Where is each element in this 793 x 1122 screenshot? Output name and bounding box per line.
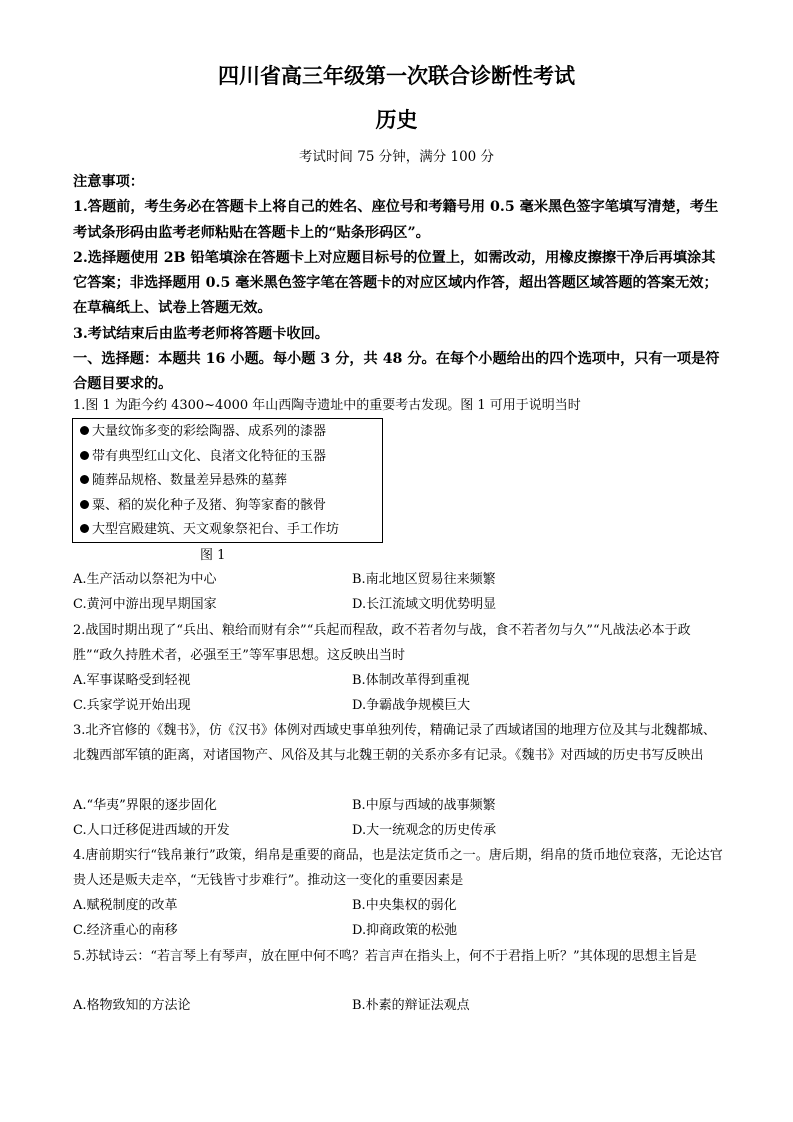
figure-item-text: 粟、稻的炭化种子及猪、狗等家畜的骸骨 [92,497,327,513]
figure-item [80,469,382,494]
bullet-icon [80,475,89,484]
figure-item-text: 大量纹饰多变的彩绘陶器、成系列的漆器 [92,424,327,439]
figure-item [80,445,382,470]
option-a[interactable]: A.军事谋略受到轻视 [73,673,191,688]
option-a[interactable]: A.生产活动以祭祀为中心 [73,572,217,587]
question-stem: 5.苏轼诗云：“若言琴上有琴声，放在匣中何不鸣？若言声在指头上，何不于君指上听？”其体现的思想主旨是 [73,949,697,964]
question-2-stem [73,618,723,668]
bullet-icon [80,524,89,533]
option-b[interactable]: B.中央集权的弱化 [352,898,457,913]
exam-time-info: 考试时间 75 分钟，满分 100 分 [298,149,495,165]
question-5-stem [73,944,723,969]
bullet-icon [80,426,89,435]
options-row [73,693,723,718]
option-d[interactable]: D.争霸战争规模巨大 [352,698,471,713]
option-c[interactable]: C.兵家学说开始出现 [73,698,191,713]
figure-item [80,420,382,445]
options-row [73,918,723,943]
question-stem: 3.北齐官修的《魏书》，仿《汉书》体例对西域史事单独列传，精确记录了西域诸国的地理方位及其与北魏都城、北魏西部军镇的距离，对诸国物产、风俗及其与北魏王朝的关系亦多有记录。《魏书》对西域的历史书写反映出 [73,723,716,764]
option-d[interactable]: D.大一统观念的历史传承 [352,823,497,838]
option-b[interactable]: B.中原与西域的战事频繁 [352,798,496,813]
options-row [73,993,723,1018]
question-stem: 2.战国时期出现了“兵出、粮给而财有余”“兵起而程敌，政不若者勿与战，食不若者勿与久”“凡战法必本于政胜”“政久持胜术者，必强至王”等军事思想。这反映出当时 [73,623,691,664]
bullet-icon [80,451,89,460]
figure-caption: 图 1 [200,548,226,563]
section-heading: 一、选择题：本题共 16 小题。每小题 3 分，共 48 分。在每个小题给出的四个选项中，只有一项是符合题目要求的。 [73,351,720,393]
notice-item-3: 3.考试结束后由监考老师将答题卡收回。 [73,325,329,342]
option-c[interactable]: C.经济重心的南移 [73,923,178,938]
bullet-icon [80,500,89,509]
options-row [73,818,723,843]
subject-title: 历史 [375,107,418,132]
options-row [73,893,723,918]
option-a[interactable]: A.“华夷”界限的逐步固化 [73,798,217,813]
notice-section [73,170,723,398]
figure-item [80,494,382,519]
option-b[interactable]: B.南北地区贸易往来频繁 [352,572,496,587]
figure-item-text: 大型宫殿建筑、天文观象祭祀台、手工作坊 [92,522,340,538]
option-b[interactable]: B.体制改革得到重视 [352,673,470,688]
option-a[interactable]: A.格物致知的方法论 [73,998,191,1013]
option-a[interactable]: A.赋税制度的改革 [73,898,178,913]
options-row [73,567,723,592]
options-row [73,793,723,818]
figure-item-text: 随葬品规格、数量差异悬殊的墓葬 [92,473,288,489]
question-1-stem [73,393,723,418]
question-stem: 1.图 1 为距今约 4300~4000 年山西陶寺遗址中的重要考古发现。图 1 可用于说明当时 [73,398,581,413]
option-c[interactable]: C.黄河中游出现早期国家 [73,597,217,612]
notice-item-2: 2.选择题使用 2B 铅笔填涂在答题卡上对应题目标号的位置上，如需改动，用橡皮擦擦干净后再填涂其它答案；非选择题用 0.5 毫米黑色签字笔在答题卡的对应区域内作答，超出答题区域答题的答案无效；在草稿纸上、试卷上答题无效。 [73,249,718,317]
option-d[interactable]: D.抑商政策的松弛 [352,923,458,938]
notice-heading: 注意事项： [73,174,144,190]
exam-title: 四川省高三年级第一次联合诊断性考试 [218,63,575,88]
question-4-stem [73,843,723,893]
question-stem: 4.唐前期实行“钱帛兼行”政策，绢帛是重要的商品，也是法定货币之一。唐后期，绢帛的货币地位衰落，无论达官贵人还是贩夫走卒，“无钱皆寸步难行”。推动这一变化的重要因素是 [73,848,723,889]
option-c[interactable]: C.人口迁移促进西域的开发 [73,823,230,838]
notice-item-1: 1.答题前，考生务必在答题卡上将自己的姓名、座位号和考籍号用 0.5 毫米黑色签字笔填写清楚，考生考试条形码由监考老师粘贴在答题卡上的“贴条形码区”。 [73,199,719,241]
figure-1-box [72,418,383,543]
figure-item-text: 带有典型红山文化、良渚文化特征的玉器 [92,448,327,464]
options-row [73,592,723,617]
options-row [73,668,723,693]
figure-item [80,518,382,543]
option-d[interactable]: D.长江流域文明优势明显 [352,597,497,612]
question-3-stem [73,718,723,768]
option-b[interactable]: B.朴素的辩证法观点 [352,998,470,1013]
